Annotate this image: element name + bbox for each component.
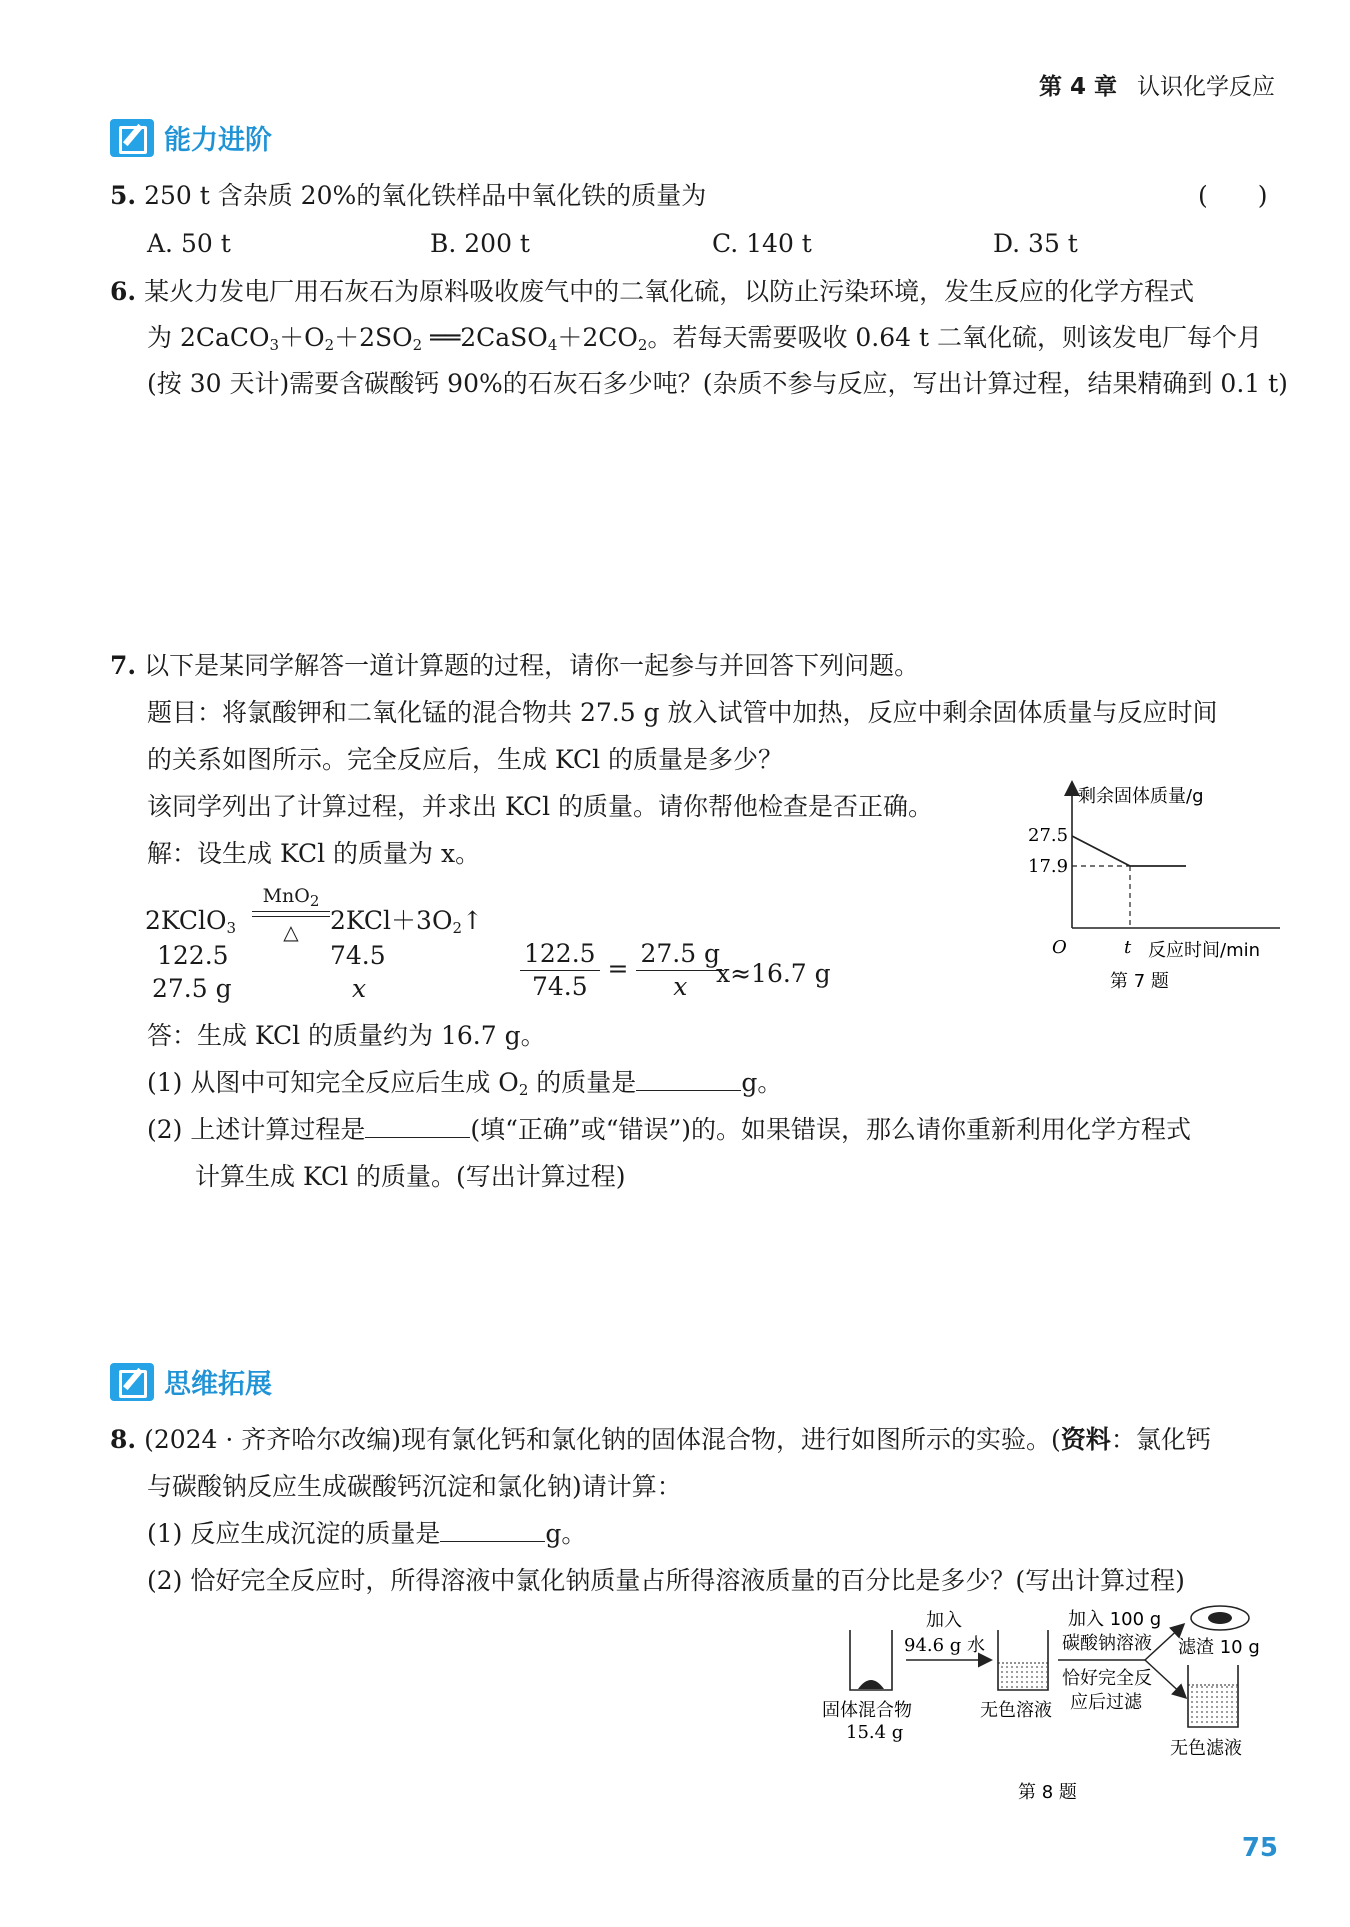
heat-symbol: △ — [283, 920, 299, 944]
option-d: D. 35 t — [993, 229, 1078, 258]
equation-left: 2KClO$_3$ — [145, 906, 237, 937]
question-6-line2: 为 $2CaCO_3+O_2+2SO_2$ $══2CaSO_4+2CO_2$。若每天需要吸收 0.64 t 二氧化硫，则该发电厂每个月 — [147, 323, 1262, 354]
blank-precipitate-mass[interactable] — [440, 1518, 545, 1542]
question-7-line2: 题目：将氯酸钾和二氧化锰的混合物共 27.5 g 放入试管中加热，反应中剩余固体质量与反应时间 — [147, 698, 1218, 727]
question-7-sub1: (1) 从图中可知完全反应后生成 $O_2$ 的质量是 g。 — [147, 1068, 783, 1099]
origin-label: O — [1052, 937, 1067, 958]
diagram-caption: 第 8 题 — [1018, 1782, 1077, 1803]
option-a: A. 50 t — [147, 229, 231, 258]
y-tick-27-5: 27.5 — [1028, 825, 1069, 846]
series-line — [1072, 836, 1186, 866]
section-thinking — [110, 1362, 272, 1401]
question-8-line2: 与碳酸钠反应生成碳酸钙沉淀和氯化钠)请计算： — [147, 1472, 682, 1501]
beaker-filtrate — [1188, 1665, 1238, 1727]
solid-label-2: 15.4 g — [846, 1722, 904, 1743]
beaker-solid-mixture — [850, 1630, 892, 1690]
filtrate-label: 无色滤液 — [1170, 1738, 1242, 1759]
unknown-x: x — [352, 974, 367, 1003]
option-b: B. 200 t — [430, 229, 530, 258]
residue-label: 滤渣 10 g — [1178, 1637, 1260, 1658]
chapter-header — [1039, 68, 1275, 101]
question-7-line4: 该同学列出了计算过程，并求出 KCl 的质量。请你帮他检查是否正确。 — [147, 792, 934, 821]
chapter-number: 第 4 章 — [1038, 74, 1117, 100]
blank-o2-mass[interactable] — [636, 1067, 741, 1091]
answer-paren: ( ) — [1198, 181, 1268, 210]
question-8: 8. (2024 · 齐齐哈尔改编)现有氯化钙和氯化钠的固体混合物，进行如图所示的实验。(资料：氯化钙 — [110, 1425, 1211, 1454]
beaker-solution — [998, 1630, 1048, 1690]
graph-caption: 第 7 题 — [1110, 971, 1169, 992]
step1-bottom: 94.6 g 水 — [904, 1635, 986, 1656]
result: x≈16.7 g — [716, 959, 831, 988]
option-c: C. 140 t — [712, 229, 812, 258]
question-7: 7. 以下是某同学解答一道计算题的过程，请你一起参与并回答下列问题。 — [110, 651, 920, 680]
question-7-sub2-line2: 计算生成 KCl 的质量。(写出计算过程) — [195, 1162, 626, 1191]
question-6-line3: (按 30 天计)需要含碳酸钙 90%的石灰石多少吨？(杂质不参与反应，写出计算过程，结果精确到 0.1 t) — [147, 369, 1288, 398]
step2-top1: 加入 100 g — [1068, 1609, 1162, 1630]
section-title: 思维拓展 — [164, 1369, 272, 1400]
y-tick-17-9: 17.9 — [1028, 856, 1069, 877]
step2-top2: 碳酸钠溶液 — [1062, 1633, 1152, 1654]
mass-ratio-1: 122.5 — [157, 941, 229, 970]
question-7-line5: 解：设生成 KCl 的质量为 x。 — [147, 839, 481, 868]
step2-bottom1: 恰好完全反 — [1062, 1668, 1152, 1689]
question-8-sub1: (1) 反应生成沉淀的质量是 g。 — [147, 1519, 587, 1548]
graph-ylabel: 剩余固体质量/g — [1078, 786, 1204, 807]
equation-right: $2KCl+3O_2↑$ — [330, 906, 483, 937]
equation-double-line — [252, 911, 330, 912]
question-6-line1: 某火力发电厂用石灰石为原料吸收废气中的二氧化硫，以防止污染环境，发生反应的化学方程式 — [144, 277, 1195, 306]
given-mass: 27.5 g — [152, 974, 232, 1003]
filter-residue — [1191, 1606, 1249, 1630]
question-6: 6. 某火力发电厂用石灰石为原料吸收废气中的二氧化硫，以防止污染环境，发生反应的化学方程式 — [110, 277, 1195, 306]
chapter-title: 认识化学反应 — [1137, 74, 1275, 100]
pencil-icon — [110, 1363, 154, 1401]
step1-top: 加入 — [926, 1610, 962, 1631]
mass-ratio-2: 74.5 — [330, 941, 386, 970]
blank-correctness[interactable] — [365, 1114, 470, 1138]
proportion: $\frac{122.5}{74.5}$ = $\frac{27.5 g}{x}$ — [520, 938, 724, 1003]
answer-line: 答：生成 KCl 的质量约为 16.7 g。 — [147, 1021, 546, 1050]
question-5-stem: 250 t 含杂质 20%的氧化铁样品中氧化铁的质量为 — [144, 181, 707, 210]
question-7-sub2: (2) 上述计算过程是 (填“正确”或“错误”)的。如果错误，那么请你重新利用化学方程式 — [147, 1115, 1192, 1144]
graph-xlabel: 反应时间/min — [1148, 940, 1261, 961]
x-tick-t: t — [1124, 937, 1132, 958]
question-5: 5. 250 t 含杂质 20%的氧化铁样品中氧化铁的质量为 — [110, 181, 707, 210]
section-title: 能力进阶 — [164, 125, 272, 156]
page-number: 75 — [1241, 1833, 1278, 1863]
section-ability — [110, 118, 272, 157]
mass-time-graph — [1010, 780, 1300, 1020]
equation-catalyst: MnO$_2$ — [262, 885, 320, 910]
solid-label-1: 固体混合物 — [822, 1700, 912, 1721]
question-8-sub2: (2) 恰好完全反应时，所得溶液中氯化钠质量占所得溶液质量的百分比是多少？(写出计算过程) — [147, 1566, 1185, 1595]
solution-label: 无色溶液 — [980, 1700, 1052, 1721]
question-7-line3: 的关系如图所示。完全反应后，生成 KCl 的质量是多少？ — [147, 745, 784, 774]
pencil-icon — [110, 119, 154, 157]
experiment-diagram — [800, 1605, 1300, 1815]
step2-bottom2: 应后过滤 — [1070, 1692, 1142, 1713]
question-7-line1: 以下是某同学解答一道计算题的过程，请你一起参与并回答下列问题。 — [144, 651, 920, 680]
